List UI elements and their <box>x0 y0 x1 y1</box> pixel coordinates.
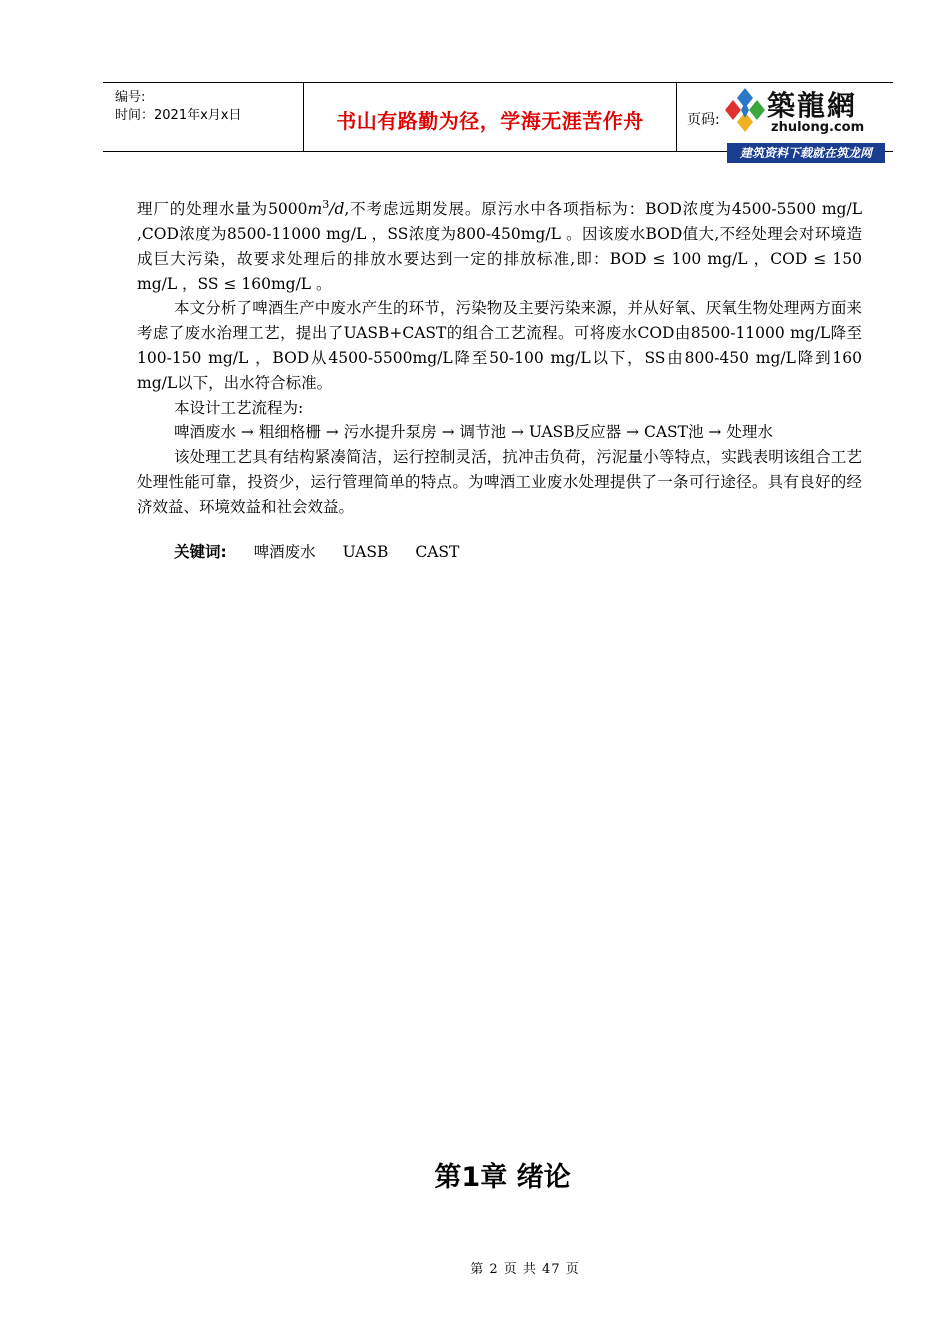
header-motto-cell <box>304 83 677 151</box>
paragraph-1 <box>137 193 862 296</box>
logo-brand-cn: 築龍網 <box>767 89 858 122</box>
time-label: 时间：2021年x月x日 <box>115 108 242 123</box>
keywords-label: 关键词: <box>174 542 227 561</box>
chapter-title: 第1章 绪论 <box>434 1162 571 1193</box>
page-label: 页码: <box>687 112 720 128</box>
keyword-item: CAST <box>415 542 460 561</box>
keywords-line <box>137 540 862 565</box>
paragraph-2: 本文分析了啤酒生产中废水产生的环节，污染物及主要污染来源，并从好氧、厌氧生物处理两方面来考虑了废水治理工艺，提出了UASB+CAST的组合工艺流程。可将废水COD由8500-11000 mg/L降至100-150 mg/L ，BOD从4500-5500mg/L降至50-100 mg/L以下，SS由800-450 mg/L降到160 mg/L以下，出水符合标准。 <box>137 299 862 392</box>
abstract-body <box>137 193 862 564</box>
paragraph-4: 该处理工艺具有结构紧凑简洁，运行控制灵活，抗冲击负荷，污泥量小等特点，实践表明该组合工艺处理性能可靠，投资少，运行管理简单的特点。为啤酒工业废水处理提供了一条可行途径。具有良好的经济效益、环境效益和社会效益。 <box>137 448 862 516</box>
paragraph-1-start: 理厂的处理水量为5000 <box>137 200 308 219</box>
keyword-item: UASB <box>342 542 389 561</box>
unit-m: m <box>307 200 323 219</box>
process-flow: 啤酒废水 → 粗细格栅 → 污水提升泵房 → 调节池 → UASB反应器 → CAST池 → 处理水 <box>174 423 773 442</box>
logo-diamond-icon <box>725 84 765 140</box>
paragraph-1-rest: ,不考虑远期发展。原污水中各项指标为：BOD浓度为4500-5500 mg/L ,COD浓度为8500-11000 mg/L ，SS浓度为800-450mg/L 。因该废水BOD值大,不经处理会对环境造成巨大污染，故要求处理后的排放水要达到一定的排放标准,即：BOD ≤ 100 mg/L ，COD ≤ 150 mg/L ，SS ≤ 160mg/L 。 <box>137 200 862 293</box>
unit-exponent: 3 <box>322 198 330 211</box>
logo-tagline: 建筑资料下载就在筑龙网 <box>727 143 885 163</box>
motto: 书山有路勤为径，学海无涯苦作舟 <box>336 109 644 133</box>
logo-brand-en: zhulong.com <box>771 120 865 135</box>
page-footer: 第 2 页 共 47 页 <box>470 1262 580 1277</box>
number-label: 编号: <box>115 90 146 105</box>
header-info-cell <box>103 83 304 151</box>
zhulong-logo <box>725 78 885 164</box>
paragraph-3: 本设计工艺流程为: <box>174 398 304 417</box>
keyword-item: 啤酒废水 <box>253 542 316 561</box>
unit-d: /d <box>329 200 345 219</box>
